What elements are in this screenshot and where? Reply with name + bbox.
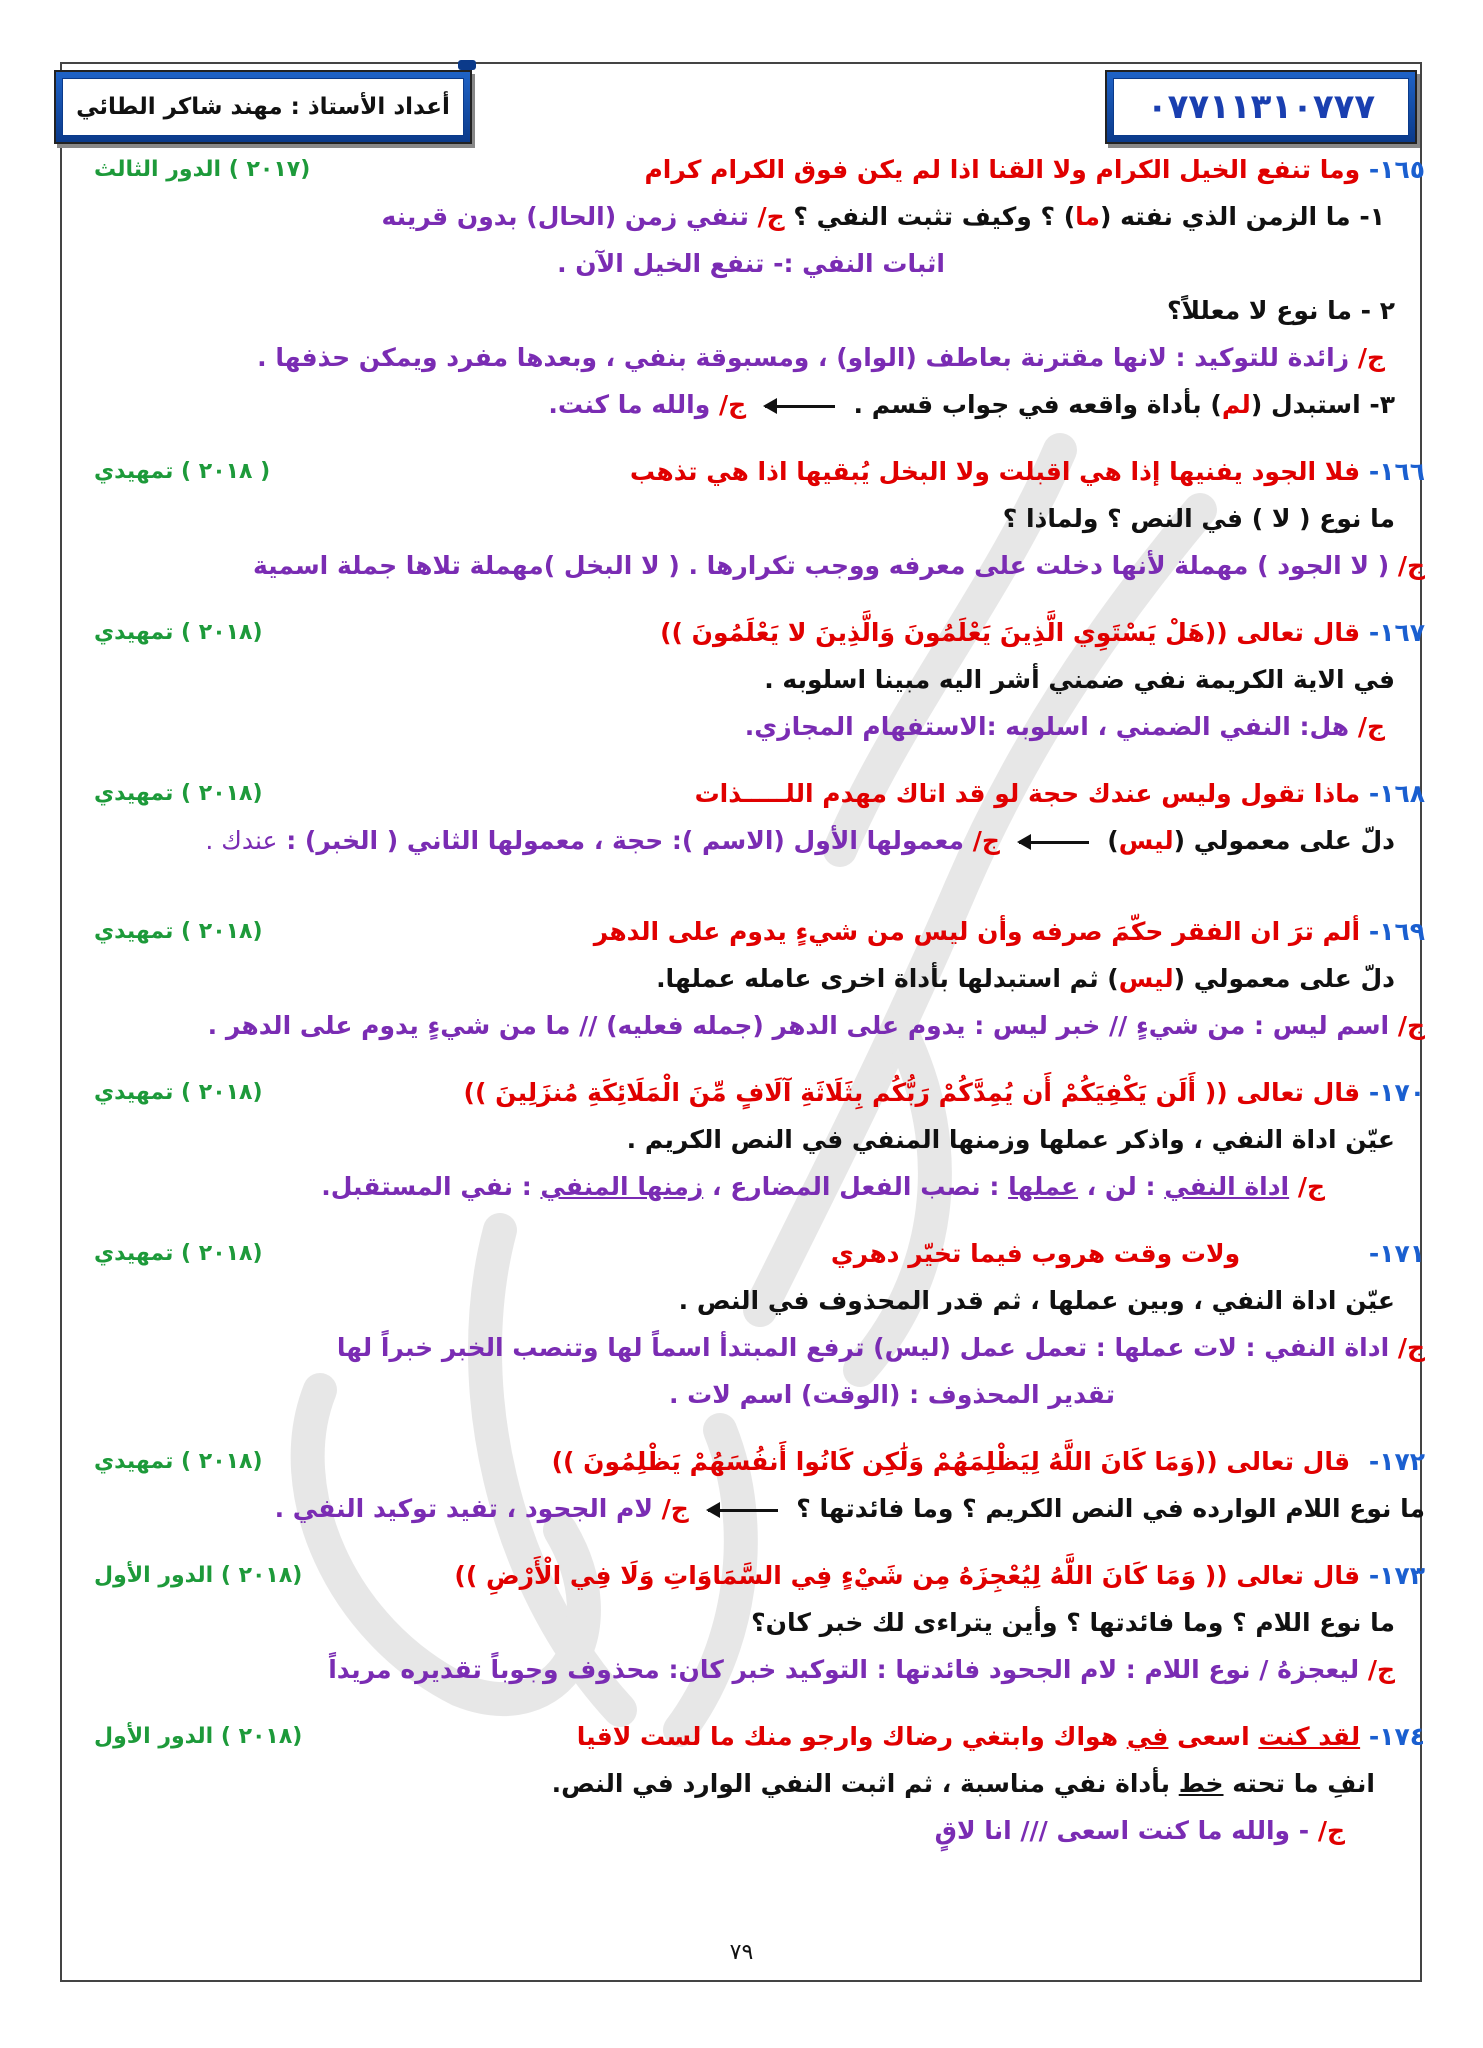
keyword: ما xyxy=(1075,202,1100,231)
question-number: ١٧٤- xyxy=(1368,1722,1425,1751)
verse: ماذا تقول وليس عندك حجة لو قد اتاك مهدم اللـــــذات xyxy=(694,779,1361,808)
question-text: ٣- استبدل ( xyxy=(1250,390,1395,419)
question-168 xyxy=(72,770,1425,864)
question-text: ) xyxy=(1107,826,1119,855)
year-label: (٢٠١٧ ) الدور الثالث xyxy=(94,157,311,182)
verse-underlined: لقد كنت xyxy=(1258,1722,1361,1751)
arrow-icon xyxy=(765,405,835,408)
question-number: ١٧٢- xyxy=(1368,1447,1425,1476)
answer-marker: ج/ xyxy=(1397,1333,1425,1362)
answer-text: : نفي المستقبل. xyxy=(321,1172,541,1201)
author-name: أعداد الأستاذ : مهند شاكر الطائي xyxy=(76,94,450,120)
question-167 xyxy=(72,609,1425,750)
author-header-box xyxy=(54,70,472,144)
question-number: ١٧٣- xyxy=(1368,1561,1425,1590)
question-166 xyxy=(72,448,1425,589)
answer-text: تنفي زمن (الحال) بدون قرينه xyxy=(381,202,758,231)
verse: قال تعالى ((وَمَا كَانَ اللَّهُ لِيَظْلِمَهُمْ وَلَٰكِن كَانُوا أَنفُسَهُمْ يَظْلِمُونَ )) xyxy=(551,1447,1351,1476)
question-number: ١٧٠- xyxy=(1368,1078,1425,1107)
answer-text: ليعجزهُ / نوع اللام : لام الجحود فائدتها : التوكيد خبر كان: محذوف وجوباً تقديره مريداً xyxy=(328,1655,1368,1684)
question-text: ما نوع اللام ؟ وما فائدتها ؟ وأين يتراءى لك خبر كان؟ xyxy=(751,1608,1395,1637)
phone-header-box xyxy=(1105,70,1417,144)
verse: قال تعالى ((هَلْ يَسْتَوِي الَّذِينَ يَعْلَمُونَ وَالَّذِينَ لا يَعْلَمُونَ )) xyxy=(660,618,1361,647)
answer-text: هل: النفي الضمني ، اسلوبه :الاستفهام المجازي. xyxy=(744,712,1358,741)
arrow-icon xyxy=(708,1509,778,1512)
question-text: ٢ - ما نوع لا معللاً؟ xyxy=(1166,296,1395,325)
question-174 xyxy=(72,1713,1425,1854)
question-text: ) ؟ وكيف تثبت النفي ؟ xyxy=(784,202,1076,231)
year-label: (٢٠١٨ ) الدور الأول xyxy=(94,1724,303,1749)
answer-marker: ج/ xyxy=(757,202,785,231)
keyword: ليس xyxy=(1118,826,1174,855)
year-label: (٢٠١٨ ) تمهيدي xyxy=(94,919,263,944)
phone-number: ٠٧٧١١٣١٠٧٧٧ xyxy=(1146,87,1376,127)
year-label: (٢٠١٨ ) تمهيدي xyxy=(94,620,263,645)
question-171 xyxy=(72,1230,1425,1418)
verse: ألم ترَ ان الفقر حكّمَ صرفه وأن ليس من شيءٍ يدوم على الدهر xyxy=(593,917,1361,946)
answer-text: : نصب الفعل المضارع ، xyxy=(703,1172,1009,1201)
question-169 xyxy=(72,908,1425,1049)
verse: ولات وقت هروب فيما تخيّر دهري xyxy=(830,1239,1241,1268)
answer-marker: ج/ xyxy=(1367,1655,1395,1684)
verse: اسعى xyxy=(1168,1722,1259,1751)
answer-label: اداة النفي xyxy=(1164,1172,1290,1201)
question-text: عيّن اداة النفي ، واذكر عملها وزمنها المنفي في النص الكريم . xyxy=(626,1125,1395,1154)
verse-underlined: في xyxy=(1126,1722,1169,1751)
answer-text: اثبات النفي :- تنفع الخيل الآن . xyxy=(557,249,945,278)
question-text: خط xyxy=(1178,1769,1224,1798)
answer-text: عندك . xyxy=(205,826,278,855)
answer-text: لام الجحود ، تفيد توكيد النفي . xyxy=(274,1494,662,1523)
question-text: في الاية الكريمة نفي ضمني أشر اليه مبينا اسلوبه . xyxy=(764,665,1395,694)
question-173 xyxy=(72,1552,1425,1693)
answer-marker: ج/ xyxy=(1397,551,1425,580)
verse: قال تعالى (( وَمَا كَانَ اللَّهُ لِيُعْجِزَهُ مِن شَيْءٍ فِي السَّمَاوَاتِ وَلَا فِي الْأَرْضِ )) xyxy=(454,1561,1361,1590)
answer-marker: ج/ xyxy=(1357,712,1385,741)
year-label: (٢٠١٨ ) تمهيدي xyxy=(94,1241,263,1266)
verse: فلا الجود يفنيها إذا هي اقبلت ولا البخل يُبقيها اذا هي تذهب xyxy=(629,457,1361,486)
question-number: ١٦٨- xyxy=(1368,779,1425,808)
question-number: ١٦٧- xyxy=(1368,618,1425,647)
question-text: ) بأداة واقعه في جواب قسم . xyxy=(853,390,1222,419)
answer-marker: ج/ xyxy=(1357,343,1385,372)
answer-label: زمنها المنفي xyxy=(540,1172,704,1201)
answer-text: زائدة للتوكيد : لانها مقترنة بعاطف (الواو) ، ومسبوقة بنفي ، وبعدها مفرد ويمكن حذفها . xyxy=(257,343,1358,372)
keyword: ليس xyxy=(1118,964,1174,993)
question-text: ما نوع ( لا ) في النص ؟ ولماذا ؟ xyxy=(1002,504,1395,533)
header-clip-decoration xyxy=(458,60,476,70)
question-number: ١٦٥- xyxy=(1368,155,1425,184)
question-170 xyxy=(72,1069,1425,1210)
answer-text: اسم ليس : من شيءٍ // خبر ليس : يدوم على الدهر (جمله فعليه) // ما من شيءٍ يدوم على الدهر . xyxy=(207,1011,1398,1040)
question-number: ١٦٦- xyxy=(1368,457,1425,486)
verse: هواك وابتغي رضاك وارجو منك ما لست لاقيا xyxy=(576,1722,1127,1751)
answer-text: ( لا الجود ) مهملة لأنها دخلت على معرفه ووجب تكرارها . ( لا البخل )مهملة تلاها جملة اسمية xyxy=(252,551,1398,580)
answer-text: اداة النفي : لات عملها : تعمل عمل (ليس) ترفع المبتدأ اسماً لها وتنصب الخبر خبراً لها xyxy=(336,1333,1398,1362)
answer-text: والله ما كنت. xyxy=(548,390,719,419)
arrow-icon xyxy=(1019,841,1089,844)
question-number: ١٧١- xyxy=(1368,1239,1425,1268)
year-label: ( ٢٠١٨ ) تمهيدي xyxy=(94,459,271,484)
answer-marker: ج/ xyxy=(1397,1011,1425,1040)
question-text: انفِ ما تحته xyxy=(1223,1769,1375,1798)
question-text: عيّن اداة النفي ، وبين عملها ، ثم قدر المحذوف في النص . xyxy=(678,1286,1395,1315)
question-text: دلّ على معمولي ( xyxy=(1173,964,1395,993)
year-label: (٢٠١٨ ) الدور الأول xyxy=(94,1563,303,1588)
question-number: ١٦٩- xyxy=(1368,917,1425,946)
page-number: ٧٩ xyxy=(729,1940,754,1965)
question-165 xyxy=(72,146,1425,428)
answer-marker: ج/ xyxy=(1317,1816,1345,1845)
answer-text: تقدير المحذوف : (الوقت) اسم لات . xyxy=(668,1380,1115,1409)
answer-marker: ج/ xyxy=(718,390,747,419)
question-text: ١- ما الزمن الذي نفته ( xyxy=(1100,202,1385,231)
keyword: لم xyxy=(1221,390,1251,419)
question-text: ) ثم استبدلها بأداة اخرى عامله عملها. xyxy=(656,964,1119,993)
answer-marker: ج/ xyxy=(661,1494,689,1523)
answer-marker: ج/ xyxy=(972,826,1000,855)
answer-text: : لن ، xyxy=(1078,1172,1165,1201)
answer-text: - والله ما كنت اسعى /// انا لاقٍ xyxy=(934,1816,1318,1845)
question-text: ما نوع اللام الوارده في النص الكريم ؟ وما فائدتها ؟ xyxy=(796,1494,1425,1523)
year-label: (٢٠١٨ ) تمهيدي xyxy=(94,1449,263,1474)
verse: وما تنفع الخيل الكرام ولا القنا اذا لم يكن فوق الكرام كرام xyxy=(644,155,1361,184)
year-label: (٢٠١٨ ) تمهيدي xyxy=(94,1080,263,1105)
question-text: بأداة نفي مناسبة ، ثم اثبت النفي الوارد في النص. xyxy=(551,1769,1179,1798)
verse: قال تعالى (( أَلَن يَكْفِيَكُمْ أَن يُمِدَّكُمْ رَبُّكُم بِثَلَاثَةِ آلَافٍ مِّنَ الْمَلَائِكَةِ مُنزَلِينَ )) xyxy=(463,1078,1361,1107)
question-text: دلّ على معمولي ( xyxy=(1173,826,1395,855)
question-172 xyxy=(72,1438,1425,1532)
year-label: (٢٠١٨ ) تمهيدي xyxy=(94,781,263,806)
answer-text: معمولها الأول (الاسم ): حجة ، معمولها الثاني ( الخبر) : xyxy=(277,826,973,855)
answer-label: عملها xyxy=(1008,1172,1079,1201)
questions-content xyxy=(72,146,1425,1854)
answer-marker: ج/ xyxy=(1297,1172,1325,1201)
